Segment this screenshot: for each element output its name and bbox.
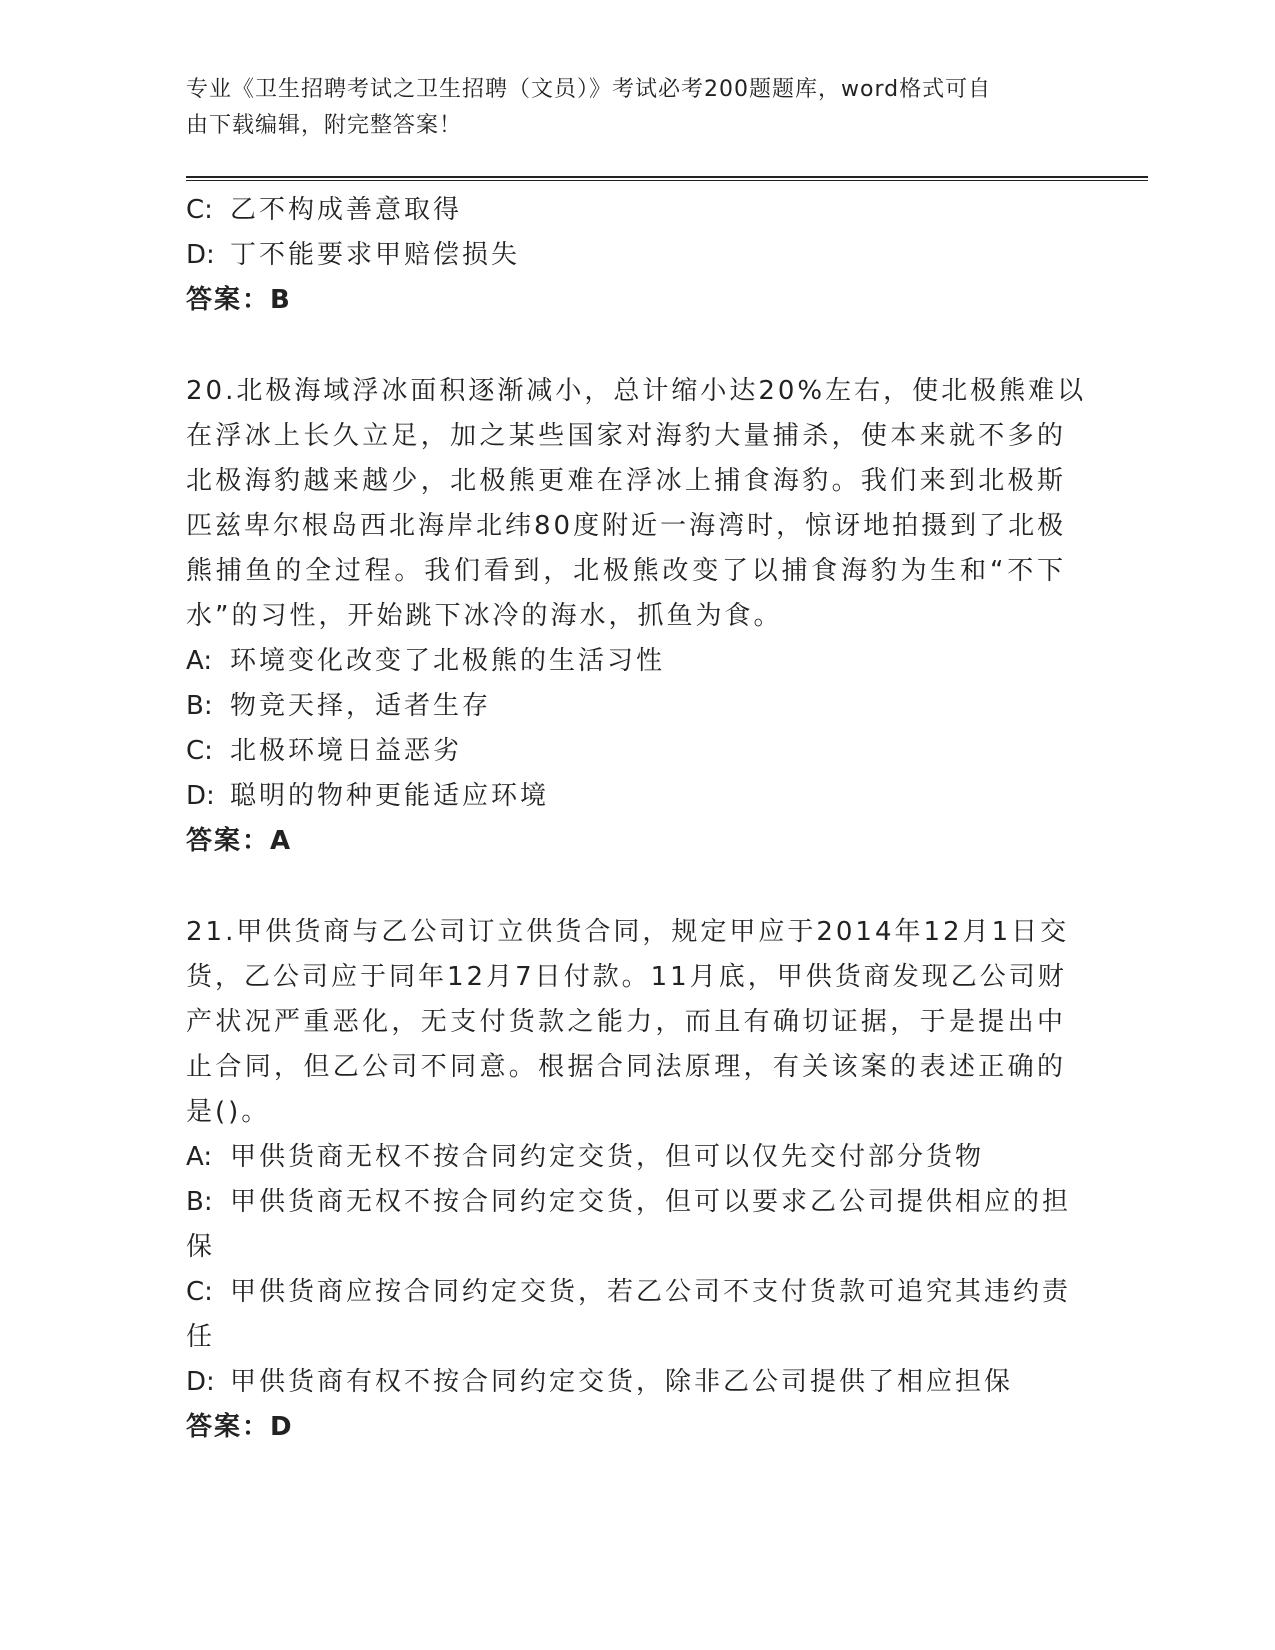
previous-question-tail [186,188,1066,323]
answer-key: 答案：A [186,826,293,856]
answer-key: 答案：B [186,285,292,315]
question-stem-line: 熊捕鱼的全过程。我们看到，北极熊改变了以捕食海豹为生和“不下 [186,556,1066,586]
option-d [186,774,1066,819]
question-stem-line: 水”的习性，开始跳下冰冷的海水，抓鱼为食。 [186,601,783,631]
option-a [186,1135,1066,1180]
option-text: 甲供货商应按合同约定交货，若乙公司不支付货款可追究其违约责 [230,1277,1072,1307]
option-label: B: [186,691,213,721]
option-text: 甲供货商有权不按合同约定交货，除非乙公司提供了相应担保 [230,1367,1014,1397]
option-text: 北极环境日益恶劣 [230,736,463,766]
question-20 [186,369,1087,864]
question-stem-line: 产状况严重恶化，无支付货款之能力，而且有确切证据，于是提出中 [186,1007,1066,1037]
option-c [186,188,1066,233]
option-text: 环境变化改变了北极熊的生活习性 [230,646,666,676]
option-label: D: [186,1367,215,1397]
option-text: 甲供货商无权不按合同约定交货，但可以仅先交付部分货物 [230,1142,985,1172]
option-label: B: [186,1187,213,1217]
question-stem-line: 匹兹卑尔根岛西北海岸北纬80度附近一海湾时，惊讶地拍摄到了北极 [186,511,1067,541]
option-label: C: [186,195,213,225]
answer-key: 答案：D [186,1412,294,1442]
option-c [186,729,1066,774]
option-text: 聪明的物种更能适应环境 [230,781,550,811]
option-text: 乙不构成善意取得 [230,195,463,225]
question-stem-line: 止合同，但乙公司不同意。根据合同法原理，有关该案的表述正确的 [186,1052,1066,1082]
option-label: A: [186,1142,213,1172]
option-c-continued: 任 [186,1322,216,1352]
question-stem-line: 货，乙公司应于同年12月7日付款。11月底，甲供货商发现乙公司财 [186,962,1067,992]
option-label: D: [186,781,215,811]
option-b-continued: 保 [186,1232,216,1262]
question-stem-line: 在浮冰上长久立足，加之某些国家对海豹大量捕杀，使本来就不多的 [186,421,1066,451]
option-a [186,639,1066,684]
option-text: 甲供货商无权不按合同约定交货，但可以要求乙公司提供相应的担 [230,1187,1072,1217]
option-label: D: [186,240,215,270]
option-b [186,1180,1072,1225]
option-b [186,684,1066,729]
option-d [186,233,1066,278]
option-text: 丁不能要求甲赔偿损失 [230,240,521,270]
question-stem-line: 北极海豹越来越少，北极熊更难在浮冰上捕食海豹。我们来到北极斯 [186,466,1066,496]
option-label: A: [186,646,213,676]
option-text: 物竞天择，适者生存 [230,691,492,721]
option-label: C: [186,736,213,766]
page-header [186,72,1066,144]
question-stem-line: 20.北极海域浮冰面积逐渐减小，总计缩小达20%左右，使北极熊难以 [186,376,1087,406]
question-stem-line: 是()。 [186,1097,271,1127]
question-list [186,188,1087,1450]
option-label: C: [186,1277,213,1307]
header-title-line-2: 由下载编辑，附完整答案！ [186,113,463,138]
question-stem-line: 21.甲供货商与乙公司订立供货合同，规定甲应于2014年12月1日交 [186,917,1070,947]
option-d [186,1360,1066,1405]
header-divider [186,176,1148,181]
question-21 [186,910,1072,1450]
option-c [186,1270,1072,1315]
header-title-line-1: 专业《卫生招聘考试之卫生招聘（文员）》考试必考200题题库，word格式可自 [186,77,992,102]
